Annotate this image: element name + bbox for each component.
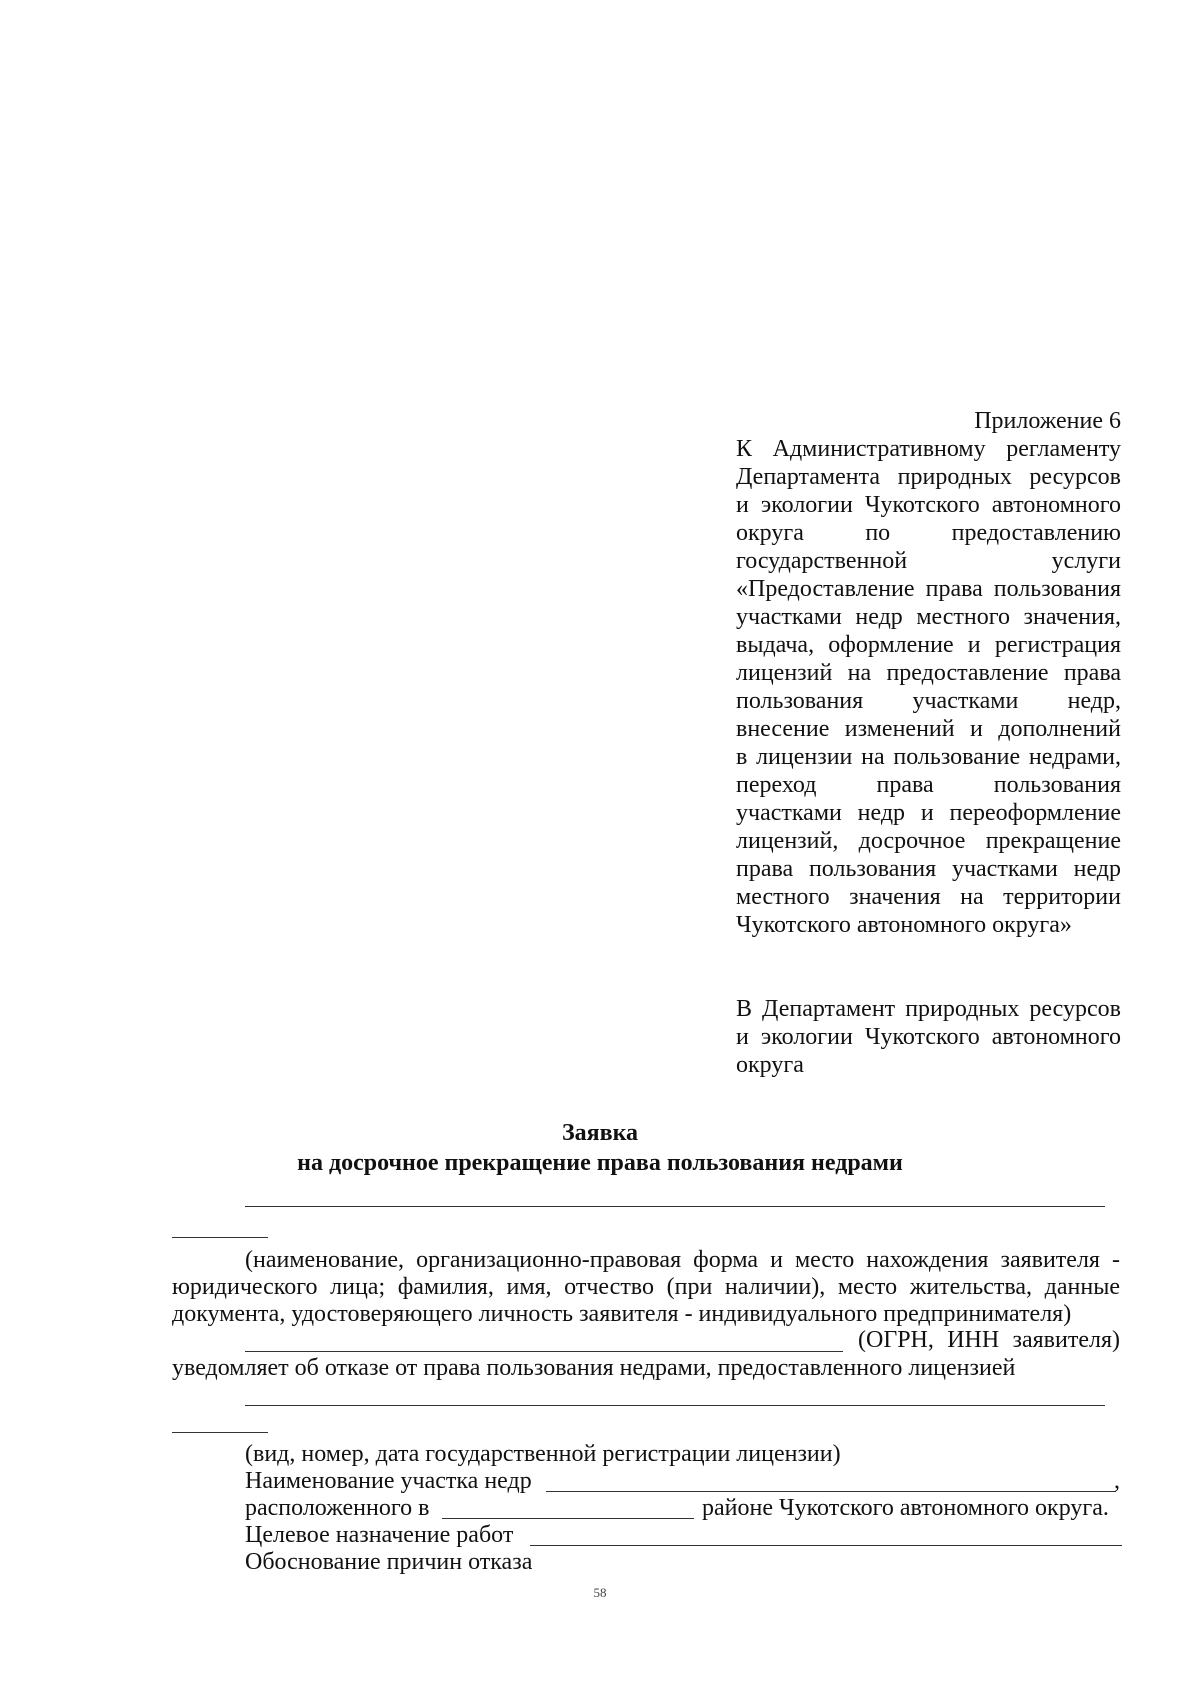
addressee-line: В Департамент природных ресурсов — [736, 996, 1121, 1022]
license-input-line-end[interactable] — [172, 1432, 268, 1433]
location-label: расположенного в — [245, 1495, 430, 1521]
appendix-line: К Административному регламенту — [736, 436, 1121, 462]
license-input-line[interactable] — [245, 1405, 1105, 1406]
appendix-line: местного значения на территории — [736, 884, 1121, 910]
location-tail: районе Чукотского автономного округа. — [702, 1495, 1109, 1521]
title-line-2: на досрочное прекращение права пользования недрами — [297, 1150, 903, 1176]
appendix-line: лицензий на предоставление права — [736, 660, 1121, 686]
appendix-line: государственной услуги — [736, 548, 1121, 574]
addressee-line: и экологии Чукотского автономного — [736, 1024, 1121, 1050]
ogrn-inn-input-line[interactable] — [245, 1351, 843, 1352]
site-name-label: Наименование участка недр — [245, 1468, 532, 1494]
appendix-line: переход права пользования — [736, 772, 1121, 798]
license-hint: (вид, номер, дата государственной регистрации лицензии) — [245, 1441, 841, 1467]
appendix-line: выдача, оформление и регистрация — [736, 632, 1121, 658]
ogrn-inn-label: (ОГРН, ИНН заявителя) — [858, 1327, 1120, 1353]
appendix-line: и экологии Чукотского автономного — [736, 492, 1121, 518]
site-name-comma: , — [1114, 1468, 1120, 1494]
appendix-line: «Предоставление права пользования — [736, 576, 1121, 602]
appendix-line: пользования участками недр, — [736, 688, 1121, 714]
applicant-hint-line: (наименование, организационно-правовая форма и место нахождения заявителя - — [245, 1247, 1120, 1273]
reason-label: Обоснование причин отказа — [245, 1549, 533, 1575]
purpose-label: Целевое назначение работ — [245, 1522, 514, 1548]
applicant-input-line[interactable] — [245, 1206, 1105, 1207]
purpose-input-line[interactable] — [530, 1545, 1122, 1546]
addressee-block — [736, 995, 1121, 1079]
appendix-line: в лицензии на пользование недрами, — [736, 744, 1121, 770]
page-number: 58 — [593, 1585, 607, 1600]
appendix-line: участками недр местного значения, — [736, 604, 1121, 630]
addressee-line: округа — [736, 1052, 804, 1078]
applicant-hint-line: юридического лица; фамилия, имя, отчество (при наличии), место жительства, данные — [172, 1274, 1120, 1300]
applicant-input-line-end[interactable] — [172, 1237, 268, 1238]
appendix-line: лицензий, досрочное прекращение — [736, 828, 1121, 854]
appendix-line: участками недр и переоформление — [736, 800, 1121, 826]
title-line-1: Заявка — [561, 1120, 639, 1146]
document-title — [0, 1118, 1200, 1178]
appendix-line: округа по предоставлению — [736, 520, 1121, 546]
appendix-line: внесение изменений и дополнений — [736, 716, 1121, 742]
appendix-line: Департамента природных ресурсов — [736, 464, 1121, 490]
appendix-line: Чукотского автономного округа» — [736, 912, 1072, 938]
appendix-line: права пользования участками недр — [736, 856, 1121, 882]
appendix-block — [736, 407, 1121, 939]
site-name-input-line[interactable] — [546, 1491, 1116, 1492]
applicant-hint-line: документа, удостоверяющего личность заявителя - индивидуального предпринимателя) — [172, 1301, 1072, 1327]
appendix-number: Приложение 6 — [974, 408, 1121, 434]
district-input-line[interactable] — [442, 1518, 694, 1519]
notice-text: уведомляет об отказе от права пользования недрами, предоставленного лицензией — [172, 1355, 1016, 1381]
